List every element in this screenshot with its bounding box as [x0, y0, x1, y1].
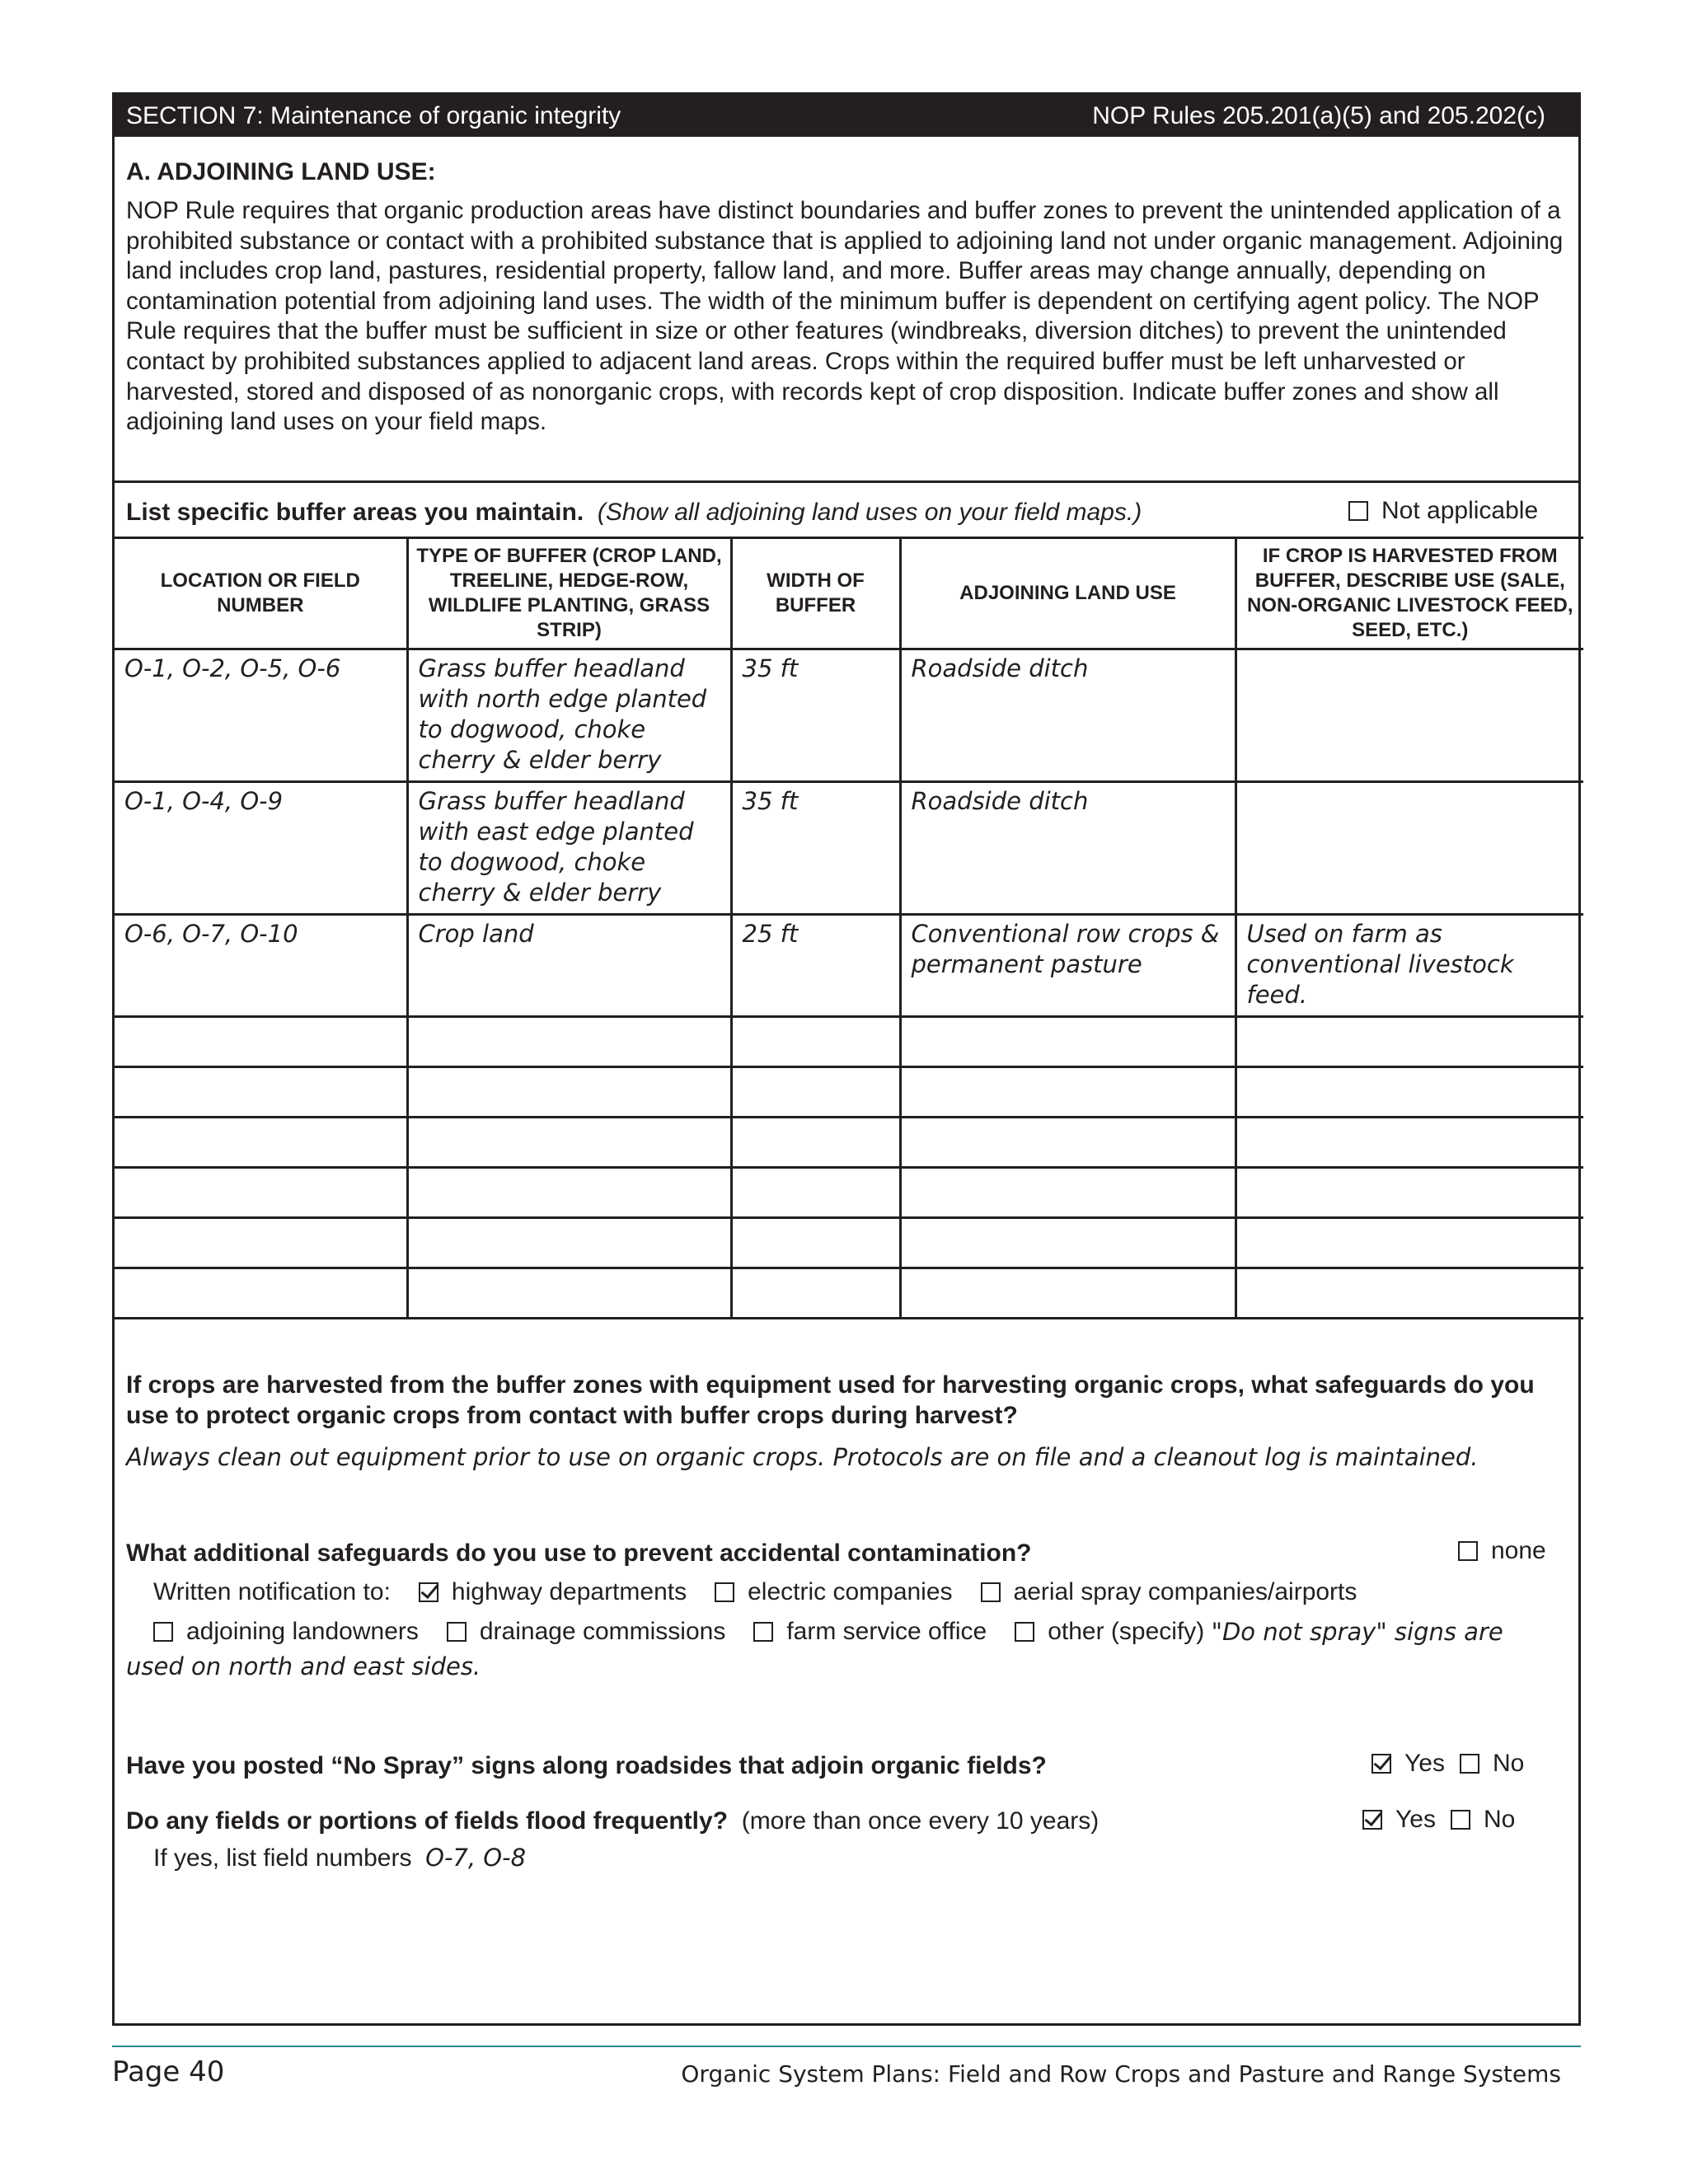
option-label: adjoining landowners: [186, 1618, 419, 1645]
option-aerial-spray[interactable]: [981, 1578, 1357, 1606]
electric-companies-checkbox[interactable]: [715, 1582, 734, 1602]
empty-cell[interactable]: [1236, 1168, 1583, 1218]
option-label: farm service office: [786, 1618, 987, 1645]
empty-cell[interactable]: [115, 1118, 407, 1168]
harvest-safeguards-answer[interactable]: Always clean out equipment prior to use on organic crops. Protocols are on file and a cleanout log is maintained.: [126, 1443, 1479, 1471]
cell-adjoining-use[interactable]: Conventional row crops & permanent pasture: [900, 915, 1236, 1017]
cell-harvest-use[interactable]: [1236, 649, 1583, 782]
table-row: [115, 915, 1583, 1017]
empty-cell[interactable]: [731, 1118, 900, 1168]
cell-harvest-use[interactable]: [1236, 782, 1583, 915]
no-spray-yes-option[interactable]: [1372, 1750, 1445, 1778]
table-row: [115, 782, 1583, 915]
empty-cell[interactable]: [407, 1017, 731, 1067]
section-header-bar: [115, 95, 1578, 137]
other-specify-answer-continued[interactable]: used on north and east sides.: [126, 1652, 481, 1680]
empty-cell[interactable]: [1236, 1118, 1583, 1168]
empty-cell[interactable]: [900, 1168, 1236, 1218]
empty-cell[interactable]: [1236, 1218, 1583, 1268]
flood-yes-option[interactable]: [1362, 1806, 1436, 1834]
empty-cell[interactable]: [731, 1067, 900, 1118]
option-label: highway departments: [451, 1578, 687, 1605]
no-label: No: [1483, 1806, 1516, 1833]
buffer-list-label: [126, 499, 1142, 527]
adjoining-land-use-paragraph: NOP Rule requires that organic production areas have distinct boundaries and buffer zones to prevent the unintended application of a prohibited substance or contact with a prohibited substance that is applied to adjoining land not under organic management. Adjoining land includes crop land, pastures, residential property, fallow land, and more. Buffer areas may change annually, depending on contamination potential from adjoining land uses. The width of the minimum buffer is dependent on certifying agent policy. The NOP Rule requires that the buffer must be sufficient in size or other features (windbreaks, diversion ditches) to prevent the unintended contact by prohibited substances applied to adjacent land areas. Crops within the required buffer must be left unharvested or harvested, stored and disposed of as nonorganic crops, with records kept of crop disposition. Indicate buffer zones and show all adjoining land uses on your field maps.: [126, 197, 1564, 436]
yes-label: Yes: [1395, 1806, 1436, 1833]
flood-field-numbers: [153, 1844, 526, 1872]
no-label: No: [1492, 1750, 1525, 1777]
empty-cell[interactable]: [407, 1118, 731, 1168]
written-notification-label: Written notification to:: [153, 1578, 391, 1605]
table-header-row: [115, 538, 1583, 649]
option-drainage-commissions[interactable]: [447, 1618, 725, 1646]
empty-table-row: [115, 1118, 1583, 1168]
option-electric-companies[interactable]: [715, 1578, 952, 1606]
empty-cell[interactable]: [731, 1168, 900, 1218]
adjoining-landowners-checkbox[interactable]: [153, 1622, 173, 1642]
option-farm-service-office[interactable]: [753, 1618, 987, 1646]
empty-cell[interactable]: [900, 1218, 1236, 1268]
empty-cell[interactable]: [115, 1067, 407, 1118]
organic-system-plan-form: [112, 92, 1581, 2026]
divider: [115, 480, 1578, 483]
not-applicable-checkbox[interactable]: [1348, 501, 1368, 521]
farm-service-office-checkbox[interactable]: [753, 1622, 773, 1642]
empty-table-row: [115, 1218, 1583, 1268]
cell-width[interactable]: 35 ft: [731, 649, 900, 782]
other-checkbox[interactable]: [1015, 1622, 1034, 1642]
empty-cell[interactable]: [407, 1168, 731, 1218]
option-other[interactable]: [1015, 1618, 1204, 1646]
cell-width[interactable]: 25 ft: [731, 915, 900, 1017]
empty-cell[interactable]: [407, 1218, 731, 1268]
option-highway-departments[interactable]: [419, 1578, 687, 1606]
adjoining-land-use-heading: A. ADJOINING LAND USE:: [126, 158, 436, 185]
field-numbers-label: If yes, list field numbers: [153, 1844, 412, 1872]
cell-location[interactable]: O-1, O-4, O-9: [115, 782, 407, 915]
flood-question: [126, 1807, 1099, 1835]
section-rules: NOP Rules 205.201(a)(5) and 205.202(c): [1092, 101, 1545, 129]
written-notification-row-2: [153, 1618, 1503, 1646]
col-header-adjoining-use: ADJOINING LAND USE: [900, 538, 1236, 649]
empty-table-row: [115, 1268, 1583, 1319]
no-spray-signs-question: Have you posted “No Spray” signs along roadsides that adjoin organic fields?: [126, 1752, 1047, 1779]
cell-location[interactable]: O-6, O-7, O-10: [115, 915, 407, 1017]
flood-no-option[interactable]: [1451, 1806, 1515, 1834]
empty-table-row: [115, 1017, 1583, 1067]
empty-cell[interactable]: [731, 1017, 900, 1067]
col-header-harvest-use: IF CROP IS HARVESTED FROM BUFFER, DESCRIBE USE (SALE, NON-ORGANIC LIVESTOCK FEED, SEED, ETC.): [1236, 538, 1583, 649]
cell-type[interactable]: Grass buffer headland with east edge planted to dogwood, choke cherry & elder berry: [407, 782, 731, 915]
empty-cell[interactable]: [407, 1268, 731, 1319]
empty-cell[interactable]: [900, 1268, 1236, 1319]
cell-adjoining-use[interactable]: Roadside ditch: [900, 649, 1236, 782]
flood-yes-checkbox[interactable]: [1362, 1810, 1382, 1830]
empty-table-row: [115, 1067, 1583, 1118]
none-label: none: [1491, 1537, 1546, 1564]
empty-cell[interactable]: [407, 1067, 731, 1118]
empty-cell[interactable]: [115, 1017, 407, 1067]
empty-cell[interactable]: [900, 1017, 1236, 1067]
page-number: Page 40: [112, 2055, 225, 2088]
table-row: [115, 649, 1583, 782]
empty-cell[interactable]: [115, 1268, 407, 1319]
cell-adjoining-use[interactable]: Roadside ditch: [900, 782, 1236, 915]
footer-rule: [112, 2046, 1581, 2047]
flood-no-checkbox[interactable]: [1451, 1810, 1470, 1830]
field-numbers-answer[interactable]: O-7, O-8: [425, 1844, 527, 1872]
none-checkbox[interactable]: [1458, 1541, 1478, 1561]
no-spray-no-checkbox[interactable]: [1460, 1754, 1479, 1774]
option-label: other (specify): [1048, 1618, 1205, 1645]
harvest-safeguards-question: If crops are harvested from the buffer zones with equipment used for harvesting organic crops, what safeguards do you use to protect organic crops from contact with buffer crops during harvest?: [126, 1371, 1535, 1429]
empty-cell[interactable]: [731, 1268, 900, 1319]
other-specify-answer[interactable]: "Do not spray" signs are: [1211, 1618, 1503, 1646]
flood-question-text: Do any fields or portions of fields flood frequently?: [126, 1807, 729, 1835]
empty-cell[interactable]: [900, 1067, 1236, 1118]
col-header-type: TYPE OF BUFFER (CROP LAND, TREELINE, HEDGE-ROW, WILDLIFE PLANTING, GRASS STRIP): [407, 538, 731, 649]
no-spray-no-option[interactable]: [1460, 1750, 1524, 1778]
empty-cell[interactable]: [115, 1218, 407, 1268]
cell-type[interactable]: Grass buffer headland with north edge planted to dogwood, choke cherry & elder berry: [407, 649, 731, 782]
empty-cell[interactable]: [115, 1168, 407, 1218]
yes-label: Yes: [1404, 1750, 1445, 1777]
flood-yes-no: [1362, 1806, 1515, 1834]
footer-title: Organic System Plans: Field and Row Crops and Pasture and Range Systems: [681, 2060, 1561, 2088]
no-spray-yes-checkbox[interactable]: [1372, 1754, 1391, 1774]
option-adjoining-landowners[interactable]: [153, 1618, 419, 1646]
not-applicable-option[interactable]: [1348, 497, 1538, 525]
buffer-list-label-bold: List specific buffer areas you maintain.: [126, 499, 584, 526]
col-header-location: LOCATION OR FIELD NUMBER: [115, 538, 407, 649]
buffer-areas-table: [115, 537, 1583, 1319]
option-label: aerial spray companies/airports: [1013, 1578, 1357, 1605]
empty-cell[interactable]: [1236, 1268, 1583, 1319]
cell-location[interactable]: O-1, O-2, O-5, O-6: [115, 649, 407, 782]
empty-cell[interactable]: [731, 1218, 900, 1268]
no-spray-yes-no: [1372, 1750, 1524, 1778]
none-option[interactable]: [1458, 1537, 1546, 1565]
cell-width[interactable]: 35 ft: [731, 782, 900, 915]
highway-departments-checkbox[interactable]: [419, 1582, 438, 1602]
empty-cell[interactable]: [1236, 1017, 1583, 1067]
buffer-list-label-note: (Show all adjoining land uses on your field maps.): [597, 499, 1142, 526]
empty-cell[interactable]: [900, 1118, 1236, 1168]
option-label: electric companies: [748, 1578, 953, 1605]
not-applicable-label: Not applicable: [1381, 497, 1539, 524]
cell-harvest-use[interactable]: Used on farm as conventional livestock feed.: [1236, 915, 1583, 1017]
empty-table-row: [115, 1168, 1583, 1218]
empty-cell[interactable]: [1236, 1067, 1583, 1118]
col-header-width: WIDTH OF BUFFER: [731, 538, 900, 649]
additional-safeguards-question: What additional safeguards do you use to prevent accidental contamination?: [126, 1540, 1032, 1567]
flood-question-sub: (more than once every 10 years): [741, 1807, 1100, 1835]
cell-type[interactable]: Crop land: [407, 915, 731, 1017]
written-notification-row: [153, 1578, 1357, 1606]
section-title: SECTION 7: Maintenance of organic integrity: [126, 101, 621, 129]
option-label: drainage commissions: [479, 1618, 726, 1645]
drainage-commissions-checkbox[interactable]: [447, 1622, 467, 1642]
aerial-spray-checkbox[interactable]: [981, 1582, 1001, 1602]
